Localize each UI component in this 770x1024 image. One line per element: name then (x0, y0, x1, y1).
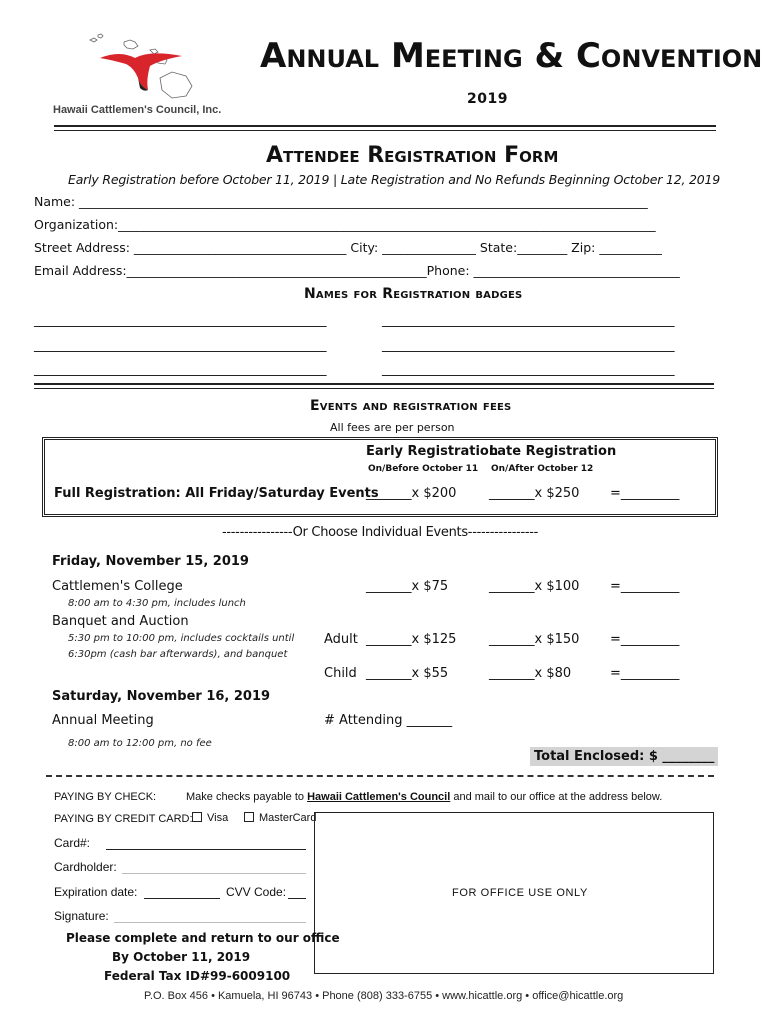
mastercard-label: MasterCard (259, 812, 317, 824)
adult-early-qty[interactable]: _______x $125 (366, 632, 457, 647)
adult-label: Adult (324, 632, 358, 647)
fees-per-person: All fees are per person (330, 421, 455, 434)
card-number-input[interactable] (106, 849, 306, 850)
header-divider-thin (54, 130, 716, 131)
checkbox-icon (192, 812, 202, 822)
payment-divider (46, 775, 714, 777)
friday-heading: Friday, November 15, 2019 (52, 554, 249, 569)
college-early-qty[interactable]: _______x $75 (366, 579, 449, 594)
badge-line[interactable]: _____________________________________________ (34, 338, 327, 353)
visa-label: Visa (207, 812, 229, 824)
badge-line[interactable]: _____________________________________________ (382, 362, 675, 377)
cardholder-label: Cardholder: (54, 860, 117, 874)
child-late-qty[interactable]: _______x $80 (489, 666, 572, 681)
checkbox-icon (244, 812, 254, 822)
email-phone-field[interactable]: Email Address:________________________________________________Phone: _________________________________ (34, 263, 680, 278)
banquet-time-1: 5:30 pm to 10:00 pm, includes cocktails until (68, 633, 295, 644)
street-address-field[interactable]: Street Address: __________________________________ City: _______________ State:________ Zip: __________ (34, 240, 662, 255)
full-registration-late-qty[interactable]: _______x $250 (489, 486, 580, 501)
annual-meeting-time: 8:00 am to 12:00 pm, no fee (68, 738, 212, 749)
header-divider (54, 125, 716, 127)
full-registration-early-qty[interactable]: _______x $200 (366, 486, 457, 501)
annual-meeting-label: Annual Meeting (52, 713, 154, 728)
page-title: Annual Meeting & Convention (260, 36, 763, 76)
early-registration-sub: On/Before October 11 (368, 464, 479, 474)
badge-line[interactable]: _____________________________________________ (34, 313, 327, 328)
cattlemens-college-time: 8:00 am to 4:30 pm, includes lunch (68, 598, 246, 609)
banquet-label: Banquet and Auction (52, 614, 189, 629)
full-registration-total[interactable]: =_________ (610, 486, 680, 501)
badges-heading: Names for Registration badges (304, 286, 523, 302)
or-choose-divider: ----------------Or Choose Individual Events---------------- (222, 525, 539, 540)
child-early-qty[interactable]: _______x $55 (366, 666, 449, 681)
college-total[interactable]: =_________ (610, 579, 680, 594)
signature-input[interactable] (114, 922, 306, 923)
check-payee: Hawaii Cattlemen's Council (307, 791, 451, 803)
card-number-label: Card#: (54, 836, 91, 850)
signature-label: Signature: (54, 909, 109, 923)
banquet-time-2: 6:30pm (cash bar afterwards), and banquet (68, 649, 288, 660)
expiration-label: Expiration date: (54, 885, 138, 899)
total-enclosed[interactable]: Total Enclosed: $ ________ (530, 747, 718, 766)
college-late-qty[interactable]: _______x $100 (489, 579, 580, 594)
adult-total[interactable]: =_________ (610, 632, 680, 647)
child-label: Child (324, 666, 357, 681)
closing-line-2: By October 11, 2019 (112, 950, 251, 964)
badge-line[interactable]: _____________________________________________ (382, 338, 675, 353)
late-registration-sub: On/After October 12 (491, 464, 594, 474)
badge-line[interactable]: _____________________________________________ (382, 313, 675, 328)
badge-line[interactable]: _____________________________________________ (34, 362, 327, 377)
check-label: PAYING BY CHECK: (54, 791, 157, 803)
fees-heading: Events and registration fees (310, 398, 512, 414)
year: 2019 (467, 91, 508, 107)
form-title: Attendee Registration Form (266, 143, 559, 168)
cvv-input[interactable] (288, 898, 306, 899)
office-use-label: FOR OFFICE USE ONLY (452, 887, 588, 899)
hawaii-islands-logo-icon (60, 28, 230, 102)
visa-checkbox[interactable] (192, 812, 228, 824)
org-name: Hawaii Cattlemen's Council, Inc. (53, 104, 222, 116)
mastercard-checkbox[interactable] (244, 812, 316, 824)
child-total[interactable]: =_________ (610, 666, 680, 681)
organization-field[interactable]: Organization:______________________________________________________________________________________ (34, 217, 656, 232)
late-registration-header: Late Registration (489, 444, 617, 459)
closing-line-3: Federal Tax ID#99-6009100 (104, 969, 291, 983)
cattlemens-college-label: Cattlemen's College (52, 579, 183, 594)
cardholder-input[interactable] (122, 873, 306, 874)
badges-divider-thin (34, 388, 714, 389)
name-field[interactable]: Name: ___________________________________________________________________________________________ (34, 194, 648, 209)
closing-line-1: Please complete and return to our office (66, 931, 340, 945)
logo (60, 28, 230, 102)
cvv-label: CVV Code: (226, 885, 287, 899)
check-instructions (186, 791, 662, 803)
check-text-pre: Make checks payable to (186, 791, 308, 803)
early-registration-header: Early Registration (366, 444, 499, 459)
full-registration-label: Full Registration: All Friday/Saturday Events (54, 486, 379, 501)
credit-card-label: PAYING BY CREDIT CARD: (54, 813, 193, 825)
footer-address: P.O. Box 456 • Kamuela, HI 96743 • Phone (808) 333-6755 • www.hicattle.org • office@hicattle.org (144, 990, 624, 1002)
check-text-post: and mail to our office at the address below. (450, 791, 663, 803)
attending-count[interactable]: # Attending _______ (324, 713, 453, 728)
form-subtitle: Early Registration before October 11, 2019 | Late Registration and No Refunds Beginning October 12, 2019 (68, 172, 721, 187)
adult-late-qty[interactable]: _______x $150 (489, 632, 580, 647)
saturday-heading: Saturday, November 16, 2019 (52, 689, 271, 704)
badges-divider (34, 383, 714, 385)
expiration-input[interactable] (144, 898, 220, 899)
